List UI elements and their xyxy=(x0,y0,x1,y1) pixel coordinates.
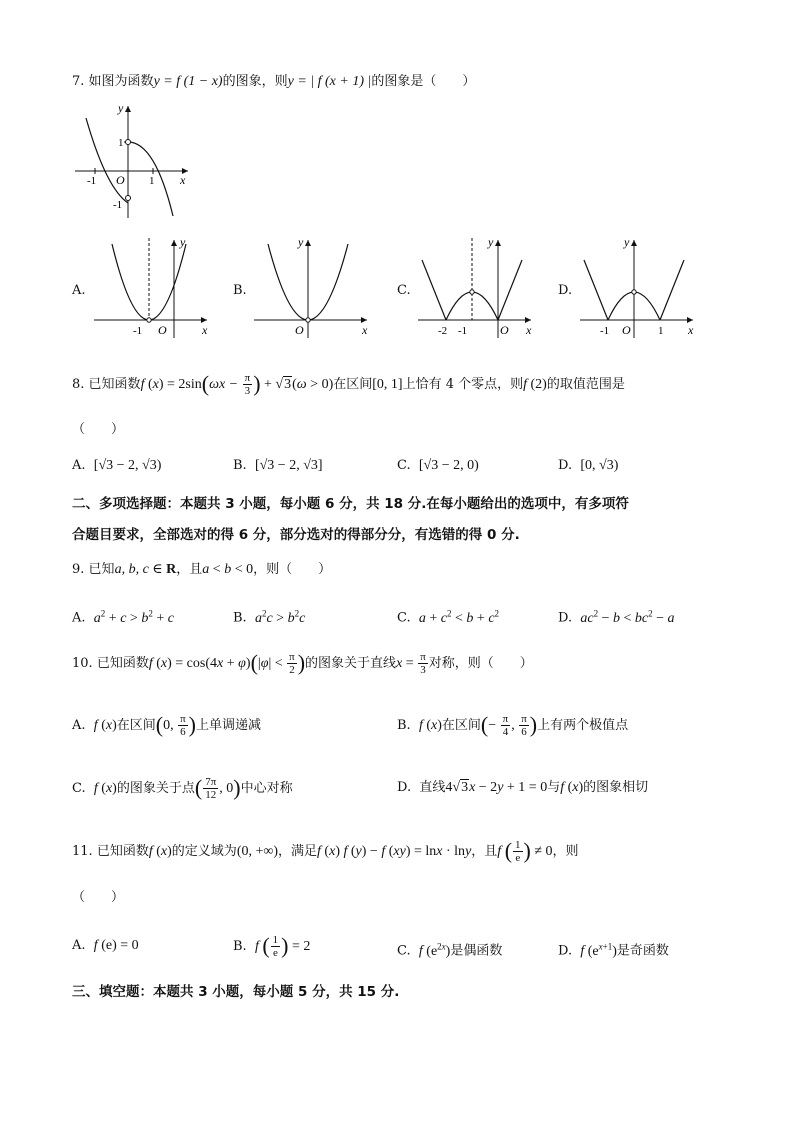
svg-text:O: O xyxy=(622,323,631,337)
q10-option-d[interactable]: D. 直线4√3x − 2y + 1 = 0与f (x)的图象相切 xyxy=(397,780,649,795)
svg-text:x: x xyxy=(688,323,694,337)
main-tick-xm1: -1 xyxy=(87,175,97,187)
svg-text:-1: -1 xyxy=(458,325,468,337)
q10-stem: 10. 已知函数f (x) = cos(4x + φ)(|φ| < $\frac{\pi}{2}$ )的图象关于直线x = $\frac{\pi}{3}$ 对称，则（ ） xyxy=(72,650,533,677)
q8-stem: 8. 已知函数f (x) = 2sin(ωx − $\frac{\pi}{3}$ ) + √3(ω > 0)在区间[0, 1]上恰有 4 个零点，则f (2)的取值范围是 xyxy=(72,371,625,398)
q10-option-a[interactable]: A. f (x)在区间(0, $\frac{\pi}{6}$ )上单调递减 xyxy=(72,712,261,739)
q7-option-c-graph[interactable] xyxy=(416,234,536,340)
svg-text:y: y xyxy=(298,235,304,249)
svg-text:-1: -1 xyxy=(600,325,610,337)
q11-option-c[interactable]: C. f $(e^{2x})$是偶函数 xyxy=(397,941,503,959)
svg-text:-1: -1 xyxy=(133,325,143,337)
q7-main-graph xyxy=(70,98,195,220)
q11-option-b[interactable]: B. f ( $\frac{1}{e}$ ) = 2 xyxy=(233,933,311,960)
q11-option-d[interactable]: D. f $(e^{x+1})$是奇函数 xyxy=(558,941,669,959)
q10-option-b[interactable]: B. f (x)在区间(− $\frac{\pi}{4}$ , $\frac{\pi}{6}$ )上有两个极值点 xyxy=(397,712,629,739)
q7-option-d-graph[interactable] xyxy=(578,234,698,340)
q7-option-c-label[interactable]: C. xyxy=(397,283,411,298)
q8-option-d[interactable]: D. [0, √3) xyxy=(558,458,619,473)
main-tick-y1: 1 xyxy=(118,137,124,149)
main-tick-x1: 1 xyxy=(149,175,155,187)
q10-option-c[interactable]: C. f (x)的图象关于点( $\frac{7\pi}{12}$ , 0)中心对称 xyxy=(72,775,293,802)
main-y-label: y xyxy=(118,101,124,115)
q8-option-a[interactable]: A. [√3 − 2, √3) xyxy=(72,458,162,473)
svg-text:y: y xyxy=(488,235,494,249)
q11-option-a[interactable]: A. f (e) = 0 xyxy=(72,938,139,953)
q9-option-a[interactable]: A. $a^2 + c > b^2 + c$ xyxy=(72,608,174,626)
q8-option-b[interactable]: B. [√3 − 2, √3] xyxy=(233,458,323,473)
q9-stem: 9. 已知a, b, c ∈ R，且a < b < 0，则（ ） xyxy=(72,562,332,577)
q7-option-a-graph[interactable] xyxy=(92,234,212,340)
svg-text:y: y xyxy=(180,235,186,249)
svg-text:x: x xyxy=(526,323,532,337)
main-origin: O xyxy=(116,173,125,187)
svg-text:x: x xyxy=(362,323,368,337)
svg-text:O: O xyxy=(158,323,167,337)
q11-paren: （ ） xyxy=(72,890,125,905)
q8-paren: （ ） xyxy=(72,422,125,437)
q11-stem: 11. 已知函数f (x)的定义域为(0, +∞)，满足f (x) f (y) − f (xy) = lnx · lny，且f ( $\frac{1}{e}$ ) ≠ 0，则 xyxy=(72,838,579,865)
q9-option-d[interactable]: D. $ac^2 - b < bc^2 - a$ xyxy=(558,608,675,626)
section2-line2: 合题目要求，全部选对的得 6 分，部分选对的得部分分，有选错的得 0 分. xyxy=(72,527,520,543)
svg-text:y: y xyxy=(624,235,630,249)
section3-line1: 三、填空题：本题共 3 小题，每小题 5 分，共 15 分. xyxy=(72,984,400,1000)
main-tick-ym1: -1 xyxy=(113,199,123,211)
q7-option-b-graph[interactable] xyxy=(252,234,372,340)
q7-option-b-label[interactable]: B. xyxy=(233,283,247,298)
svg-text:x: x xyxy=(202,323,208,337)
svg-text:-2: -2 xyxy=(438,325,448,337)
section2-line1: 二、多项选择题：本题共 3 小题，每小题 6 分，共 18 分.在每小题给出的选项中，有多项符 xyxy=(72,496,629,512)
svg-text:O: O xyxy=(500,323,509,337)
q7-option-d-label[interactable]: D. xyxy=(558,283,573,298)
q7-stem: 7. 如图为函数y = f (1 − x)的图象，则y = | f (x + 1) |的图象是（ ） xyxy=(72,74,476,89)
main-x-label: x xyxy=(180,173,186,187)
svg-text:1: 1 xyxy=(658,325,664,337)
q8-option-c[interactable]: C. [√3 − 2, 0) xyxy=(397,458,479,473)
q9-option-b[interactable]: B. $a^2c > b^2c$ xyxy=(233,608,306,626)
q7-option-a-label[interactable]: A. xyxy=(72,283,86,298)
q9-option-c[interactable]: C. $a + c^2 < b + c^2$ xyxy=(397,608,500,626)
svg-text:O: O xyxy=(295,323,304,337)
